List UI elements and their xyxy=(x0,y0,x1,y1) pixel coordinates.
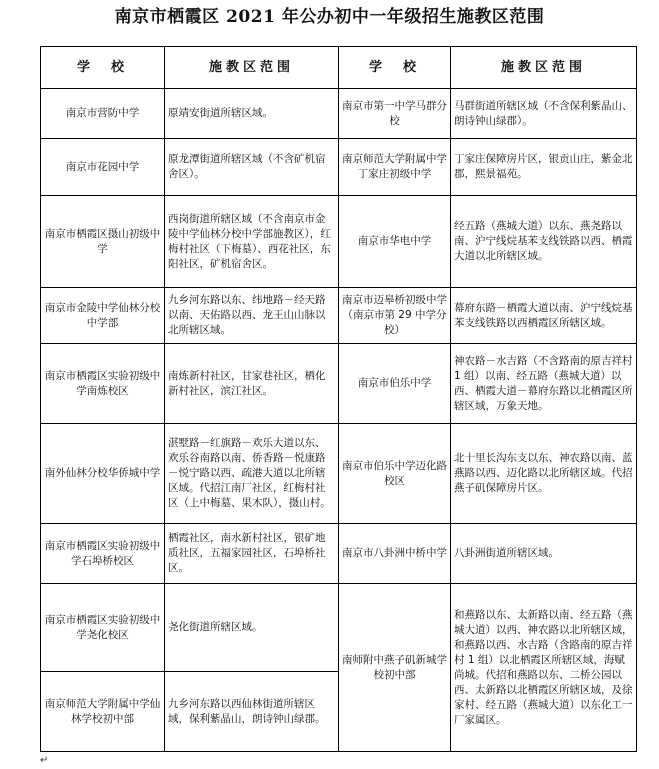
table-row xyxy=(41,288,637,344)
school-cell: 南京市营防中学 xyxy=(41,89,165,139)
paragraph-mark: ↵ xyxy=(40,755,49,766)
area-cell: 原龙潭街道所辖区域（不含矿机宿舍区）。 xyxy=(165,139,339,196)
school-cell: 南外仙林分校华侨城中学 xyxy=(41,424,165,524)
school-cell: 南京市华电中学 xyxy=(339,196,451,288)
area-cell: 八卦洲街道所辖区域。 xyxy=(451,524,637,584)
enrollment-zone-table xyxy=(40,46,637,752)
school-cell: 南京市花园中学 xyxy=(41,139,165,196)
school-cell: 南京市栖霞区摄山初级中学 xyxy=(41,196,165,288)
header-school-left: 学 校 xyxy=(41,47,165,89)
area-cell: 神农路－水吉路（不含路南的原吉祥村 1 组）以南、经五路（燕城大道）以西、栖霞大道－幕府东路以北栖霞区所辖区域，万象天地。 xyxy=(451,344,637,424)
table-row xyxy=(41,524,637,584)
school-cell: 南京市栖霞区实验初级中学石埠桥校区 xyxy=(41,524,165,584)
area-cell: 湛墅路－红旗路－欢乐大道以东、欢乐谷南路以南、侨香路－悦康路－悦宁路以西、疏港大道以北所辖区域。代招江南厂社区，红梅村社区（上中梅墓、果木队），摄山村。 xyxy=(165,424,339,524)
area-cell: 九乡河东路以西仙林街道所辖区域，保利紫晶山，朗诗钟山绿郡。 xyxy=(165,672,339,752)
area-cell: 北十里长沟东支以东、神农路以南、蓝燕路以西、迈化路以北所辖区域。代招燕子矶保障房片区。 xyxy=(451,424,637,524)
area-cell: 幕府东路－栖霞大道以南、沪宁线烷基苯支线铁路以西栖霞区所辖区域。 xyxy=(451,288,637,344)
area-cell: 原靖安街道所辖区域。 xyxy=(165,89,339,139)
area-cell: 尧化街道所辖区域。 xyxy=(165,584,339,672)
school-cell: 南京市迈皋桥初级中学（南京市第 29 中学分校） xyxy=(339,288,451,344)
school-cell: 南京市伯乐中学 xyxy=(339,344,451,424)
header-area-right: 施教区范围 xyxy=(451,47,637,89)
area-cell: 经五路（燕城大道）以东、燕尧路以南、沪宁线烷基苯支线铁路以西、栖霞大道以北所辖区域。 xyxy=(451,196,637,288)
header-area-left: 施教区范围 xyxy=(165,47,339,89)
table-row xyxy=(41,424,637,524)
school-cell: 南京市八卦洲中桥中学 xyxy=(339,524,451,584)
area-cell: 栖霞社区，南水新村社区，银矿地质社区，五福家园社区，石埠桥社区。 xyxy=(165,524,339,584)
area-cell: 丁家庄保障房片区，银贡山庄，紫金北郡，熙景福苑。 xyxy=(451,139,637,196)
school-cell: 南京师范大学附属中学仙林学校初中部 xyxy=(41,672,165,752)
header-school-right: 学 校 xyxy=(339,47,451,89)
table-row xyxy=(41,196,637,288)
school-cell: 南京市栖霞区实验初级中学南炼校区 xyxy=(41,344,165,424)
school-cell: 南京市第一中学马群分校 xyxy=(339,89,451,139)
area-cell: 西岗街道所辖区域（不含南京市金陵中学仙林分校中学部施教区），红梅村社区（下梅墓）、西花社区，东阳社区，矿机宿舍区。 xyxy=(165,196,339,288)
table-row xyxy=(41,584,637,672)
school-cell: 南京市金陵中学仙林分校中学部 xyxy=(41,288,165,344)
table-row xyxy=(41,344,637,424)
school-cell: 南师附中燕子矶新城学校初中部 xyxy=(339,584,451,752)
area-cell: 南炼新村社区，甘家巷社区，栖化新村社区，滨江社区。 xyxy=(165,344,339,424)
area-cell: 马群街道所辖区域（不含保利紫晶山、朗诗钟山绿郡）。 xyxy=(451,89,637,139)
table-row xyxy=(41,89,637,139)
area-cell: 九乡河东路以东、纬地路－经天路以南、天佑路以西、龙王山山脉以北所辖区域。 xyxy=(165,288,339,344)
table-row xyxy=(41,139,637,196)
document-title: 南京市栖霞区 2021 年公办初中一年级招生施教区范围 xyxy=(114,7,545,27)
school-cell: 南京师范大学附属中学丁家庄初级中学 xyxy=(339,139,451,196)
school-cell: 南京市伯乐中学迈化路校区 xyxy=(339,424,451,524)
school-cell: 南京市栖霞区实验初级中学尧化校区 xyxy=(41,584,165,672)
table-header-row xyxy=(41,47,637,89)
area-cell: 和燕路以东、太新路以南、经五路（燕城大道）以西、神农路以北所辖区域，和燕路以西、水吉路（含路南的原吉祥村 1 组）以北栖霞区所辖区域，海赋尚城。代招和燕路以东、二桥公园以西、太新路以北栖霞区所辖区域，及徐家村、经五路（燕城大道）以东化工一厂家属区。 xyxy=(451,584,637,752)
